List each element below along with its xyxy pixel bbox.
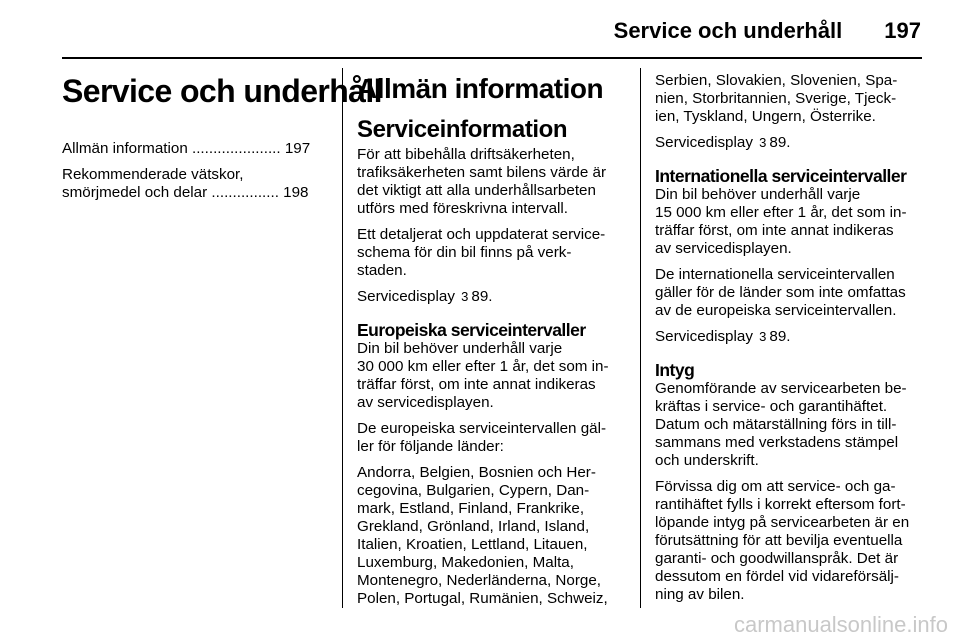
servicedisplay-reference[interactable] (655, 134, 923, 152)
text-line: träffar först, om inte annat indikeras (357, 376, 596, 393)
text-line: Luxemburg, Makedonien, Malta, (357, 554, 574, 571)
text-line: ien, Tyskland, Ungern, Österrike. (655, 108, 876, 125)
international-intervals-heading: Internationella serviceintervaller (655, 166, 907, 186)
left-column (62, 72, 382, 210)
text-line: Andorra, Belgien, Bosnien och Her- (357, 464, 596, 481)
text-line: förutsättning för att bevilja eventuella (655, 532, 903, 549)
page-reference-icon: 3 (759, 329, 767, 344)
text-line: det viktigt att alla underhållsarbeten (357, 182, 596, 199)
section-title: Allmän information (357, 73, 604, 104)
text-line: De internationella serviceintervallen (655, 266, 895, 283)
text-line: Datum och mätarställning förs in till- (655, 416, 897, 433)
page-header (0, 18, 921, 44)
reference-text: Servicedisplay (357, 288, 455, 305)
page-reference-icon: 3 (461, 289, 469, 304)
european-intervals-heading: Europeiska serviceintervaller (357, 320, 586, 340)
text-line: schema för din bil finns på verk- (357, 244, 572, 261)
watermark: carmanualsonline.info (733, 612, 948, 637)
right-column (655, 72, 923, 612)
page-number: 197 (884, 18, 921, 43)
intro-paragraph (357, 146, 625, 218)
text-line: trafiksäkerheten samt bilens värde är (357, 164, 607, 181)
column-divider-right (640, 68, 641, 608)
plan-paragraph (357, 226, 625, 280)
text-line: Grekland, Grönland, Irland, Island, (357, 518, 590, 535)
servicedisplay-reference[interactable] (655, 328, 923, 346)
text-line: gäller för de länder som inte omfattas (655, 284, 906, 301)
text-line: Förvissa dig om att service- och ga- (655, 478, 896, 495)
toc-entry-fluids[interactable] (62, 166, 327, 202)
text-line: sammans med verkstadens stämpel (655, 434, 899, 451)
servicedisplay-reference[interactable] (357, 288, 625, 306)
countries-list-continued (655, 72, 923, 126)
text-line: nien, Storbritannien, Sverige, Tjeck- (655, 90, 897, 107)
text-line: Polen, Portugal, Rumänien, Schweiz, (357, 590, 608, 607)
countries-list (357, 464, 625, 608)
text-line: För att bibehålla driftsäkerheten, (357, 146, 575, 163)
certificate-paragraph (655, 380, 923, 470)
text-line: av servicedisplayen. (655, 240, 792, 257)
certificate-heading: Intyg (655, 360, 695, 380)
text-line: rantihäftet fylls i korrekt eftersom fort- (655, 496, 906, 513)
text-line: Din bil behöver underhåll varje (357, 340, 563, 357)
text-line: De europeiska serviceintervallen gäl- (357, 420, 607, 437)
sub-title: Serviceinformation (357, 116, 568, 143)
text-line: 30 000 km eller efter 1 år, det som in- (357, 358, 609, 375)
header-rule (62, 57, 922, 59)
international-intervals-paragraph (655, 186, 923, 258)
text-line: ler för följande länder: (357, 438, 504, 455)
text-line: av de europeiska serviceintervallen. (655, 302, 897, 319)
reference-page: 89. (769, 328, 791, 345)
toc-line: Rekommenderade vätskor, (62, 166, 244, 183)
reference-text: Servicedisplay (655, 134, 753, 151)
reference-page: 89. (769, 134, 791, 151)
page-reference-icon: 3 (759, 135, 767, 150)
text-line: utförs med föreskrivna intervall. (357, 200, 569, 217)
european-countries-intro (357, 420, 625, 456)
text-line: cegovina, Bulgarien, Cypern, Dan- (357, 482, 590, 499)
text-line: ning av bilen. (655, 586, 745, 603)
european-intervals-paragraph (357, 340, 625, 412)
text-line: 15 000 km eller efter 1 år, det som in- (655, 204, 907, 221)
text-line: löpande intyg på servicearbeten är en (655, 514, 910, 531)
chapter-title: Service och underhåll (62, 73, 382, 109)
text-line: Ett detaljerat och uppdaterat service- (357, 226, 606, 243)
text-line: dessutom en fördel vid vidareförsälj- (655, 568, 899, 585)
text-line: Italien, Kroatien, Lettland, Litauen, (357, 536, 588, 553)
certificate-note-paragraph (655, 478, 923, 604)
toc-line: smörjmedel och delar ................ 198 (62, 184, 309, 201)
column-divider-left (342, 68, 343, 608)
text-line: garanti- och goodwillanspråk. Det är (655, 550, 899, 567)
toc-entry-general[interactable] (62, 140, 327, 158)
text-line: Genomförande av servicearbeten be- (655, 380, 907, 397)
text-line: Din bil behöver underhåll varje (655, 186, 861, 203)
text-line: Serbien, Slovakien, Slovenien, Spa- (655, 72, 898, 89)
text-line: av servicedisplayen. (357, 394, 494, 411)
middle-column (357, 72, 625, 616)
header-title: Service och underhåll (613, 18, 843, 43)
text-line: träffar först, om inte annat indikeras (655, 222, 894, 239)
toc-line: Allmän information ..................... 197 (62, 140, 311, 157)
text-line: och underskrift. (655, 452, 759, 469)
reference-text: Servicedisplay (655, 328, 753, 345)
text-line: staden. (357, 262, 407, 279)
international-countries-paragraph (655, 266, 923, 320)
text-line: mark, Estland, Finland, Frankrike, (357, 500, 585, 517)
text-line: Montenegro, Nederländerna, Norge, (357, 572, 601, 589)
reference-page: 89. (471, 288, 493, 305)
text-line: kräftas i service- och garantihäftet. (655, 398, 888, 415)
